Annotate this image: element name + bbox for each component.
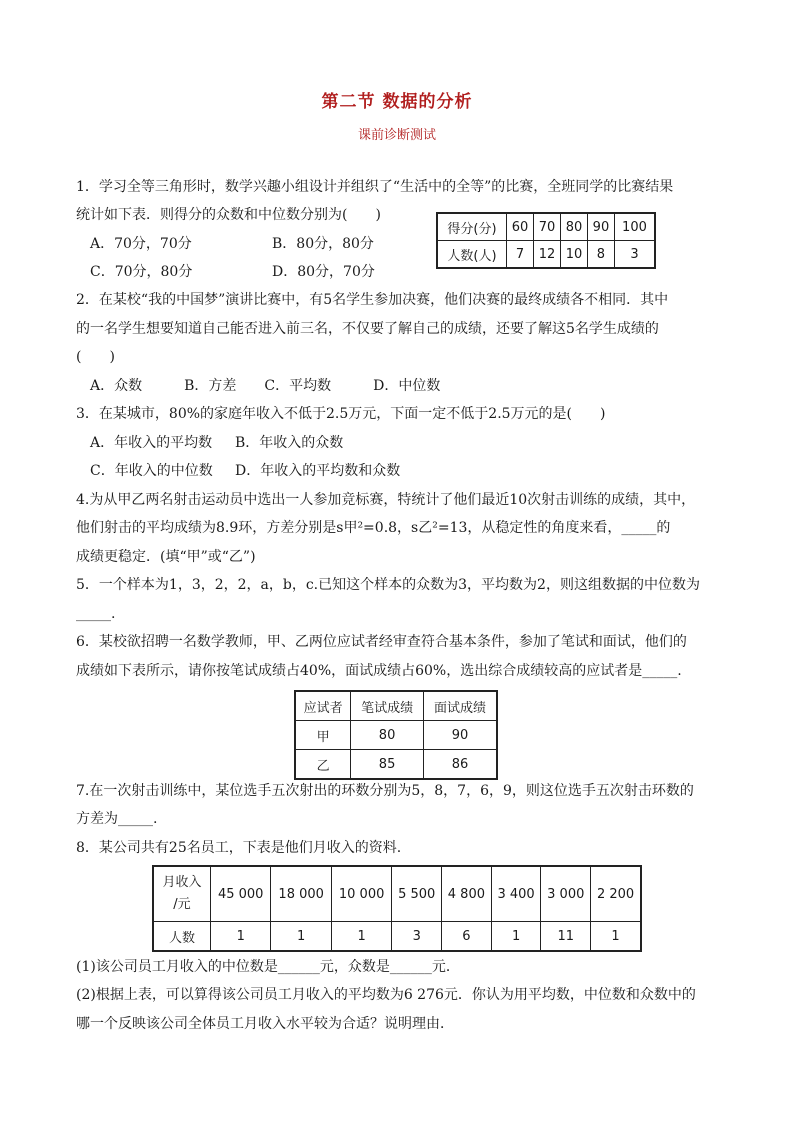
- table-cell: 100: [614, 213, 655, 241]
- q6-line-2: 成绩如下表所示，请你按笔试成绩占40%，面试成绩占60%，选出综合成绩较高的应试者是_____.: [76, 663, 682, 679]
- table-cell: 10 000: [331, 866, 391, 922]
- table-cell: 甲: [295, 721, 351, 750]
- table-cell: 人数(人): [437, 241, 507, 269]
- table-cell: 1: [211, 922, 271, 952]
- table-cell: 1: [591, 922, 641, 952]
- table-cell: 6: [442, 922, 492, 952]
- table-cell: 3 400: [491, 866, 541, 922]
- q5-line-1: 5．一个样本为1，3，2，2，a，b，c.已知这个样本的众数为3，平均数为2，则这组数据的中位数为: [76, 577, 700, 593]
- table-cell: 80: [351, 721, 424, 750]
- q1-option-c: C．70分，80分: [90, 264, 193, 280]
- q4-line-3: 成绩更稳定．(填“甲”或“乙”): [76, 549, 256, 565]
- table-cell: 90: [587, 213, 614, 241]
- table-cell: 3: [392, 922, 442, 952]
- table-cell: 80: [560, 213, 587, 241]
- table-cell: 人数: [153, 922, 211, 952]
- page-subtitle: 课前诊断测试: [357, 128, 436, 143]
- table-cell: 86: [423, 750, 497, 780]
- q6-line-1: 6．某校欲招聘一名数学教师，甲、乙两位应试者经审查符合基本条件，参加了笔试和面试，他们的: [76, 634, 687, 650]
- q3-line-1: 3．在某城市，80%的家庭年收入不低于2.5万元，下面一定不低于2.5万元的是( ): [76, 406, 606, 422]
- page-title: 第二节 数据的分析: [321, 92, 473, 112]
- q3-option-a: A．年收入的平均数: [90, 435, 213, 451]
- table-row: [295, 721, 497, 750]
- q8-income-table: [152, 865, 642, 952]
- q8-sub-question-2-line-1: (2)根据上表，可以算得该公司员工月收入的平均数为6 276元．你认为用平均数，中位数和众数中的: [76, 987, 696, 1003]
- table-cell: 60: [507, 213, 534, 241]
- table-header-cell: 笔试成绩: [351, 691, 424, 721]
- table-cell: 1: [491, 922, 541, 952]
- q3-option-c: C．年收入的中位数: [90, 463, 213, 479]
- table-row: [437, 213, 655, 241]
- table-cell: 90: [423, 721, 497, 750]
- q1-score-table: [436, 212, 656, 269]
- q2-line-1: 2．在某校“我的中国梦”演讲比赛中，有5名学生参加决赛，他们决赛的最终成绩各不相同．其中: [76, 292, 669, 308]
- table-cell: 4 800: [442, 866, 492, 922]
- table-cell: 1: [271, 922, 331, 952]
- q8-line-1: 8．某公司共有25名员工，下表是他们月收入的资料.: [76, 840, 402, 856]
- q7-line-2: 方差为_____.: [76, 811, 158, 827]
- q2-line-3: ( ): [76, 349, 115, 365]
- q2-options: A．众数 B．方差 C．平均数 D．中位数: [90, 378, 441, 394]
- q5-line-2: _____.: [76, 606, 116, 622]
- table-cell: 11: [541, 922, 591, 952]
- q6-candidate-table: [294, 690, 498, 780]
- table-cell: 8: [587, 241, 614, 269]
- income-label-line-1: 月收入: [162, 875, 202, 890]
- q8-sub-question-1: (1)该公司员工月收入的中位数是______元，众数是______元．: [76, 959, 460, 975]
- table-cell: 12: [533, 241, 560, 269]
- q1-line-2: 统计如下表．则得分的众数和中位数分别为( ): [76, 207, 381, 223]
- q1-line-1: 1．学习全等三角形时，数学兴趣小组设计并组织了“生活中的全等”的比赛，全班同学的比赛结果: [76, 179, 674, 195]
- table-cell: [153, 866, 211, 922]
- q7-line-1: 7.在一次射击训练中，某位选手五次射出的环数分别为5，8，7，6，9，则这位选手五次射击环数的: [76, 783, 694, 799]
- table-row: [153, 866, 641, 922]
- table-cell: 得分(分): [437, 213, 507, 241]
- table-cell: 3: [614, 241, 655, 269]
- q8-sub-question-2-line-2: 哪一个反映该公司全体员工月收入水平较为合适？说明理由．: [76, 1016, 454, 1032]
- q3-option-b: B．年收入的众数: [235, 435, 344, 451]
- table-row: [295, 691, 497, 721]
- table-cell: 18 000: [271, 866, 331, 922]
- table-row: [437, 241, 655, 269]
- q3-option-d: D．年收入的平均数和众数: [235, 463, 401, 479]
- table-cell: 10: [560, 241, 587, 269]
- q4-line-2: 他们射击的平均成绩为8.9环，方差分别是s甲²=0.8，s乙²=13，从稳定性的角度来看，_____的: [76, 520, 671, 536]
- table-row: [153, 922, 641, 952]
- table-cell: 乙: [295, 750, 351, 780]
- q1-option-a: A．70分，70分: [90, 236, 192, 252]
- q1-option-d: D．80分，70分: [272, 264, 375, 280]
- table-header-cell: 应试者: [295, 691, 351, 721]
- table-row: [295, 750, 497, 780]
- table-cell: 2 200: [591, 866, 641, 922]
- q4-line-1: 4.为从甲乙两名射击运动员中选出一人参加竞标赛，特统计了他们最近10次射击训练的成绩，其中，: [76, 492, 696, 508]
- table-cell: 7: [507, 241, 534, 269]
- table-cell: 45 000: [211, 866, 271, 922]
- table-cell: 70: [533, 213, 560, 241]
- q2-line-2: 的一名学生想要知道自己能否进入前三名，不仅要了解自己的成绩，还要了解这5名学生成绩的: [76, 321, 659, 337]
- table-cell: 5 500: [392, 866, 442, 922]
- table-cell: 3 000: [541, 866, 591, 922]
- table-cell: 85: [351, 750, 424, 780]
- table-cell: 1: [331, 922, 391, 952]
- table-header-cell: 面试成绩: [423, 691, 497, 721]
- income-label-line-2: /元: [173, 897, 191, 912]
- q1-option-b: B．80分，80分: [272, 236, 374, 252]
